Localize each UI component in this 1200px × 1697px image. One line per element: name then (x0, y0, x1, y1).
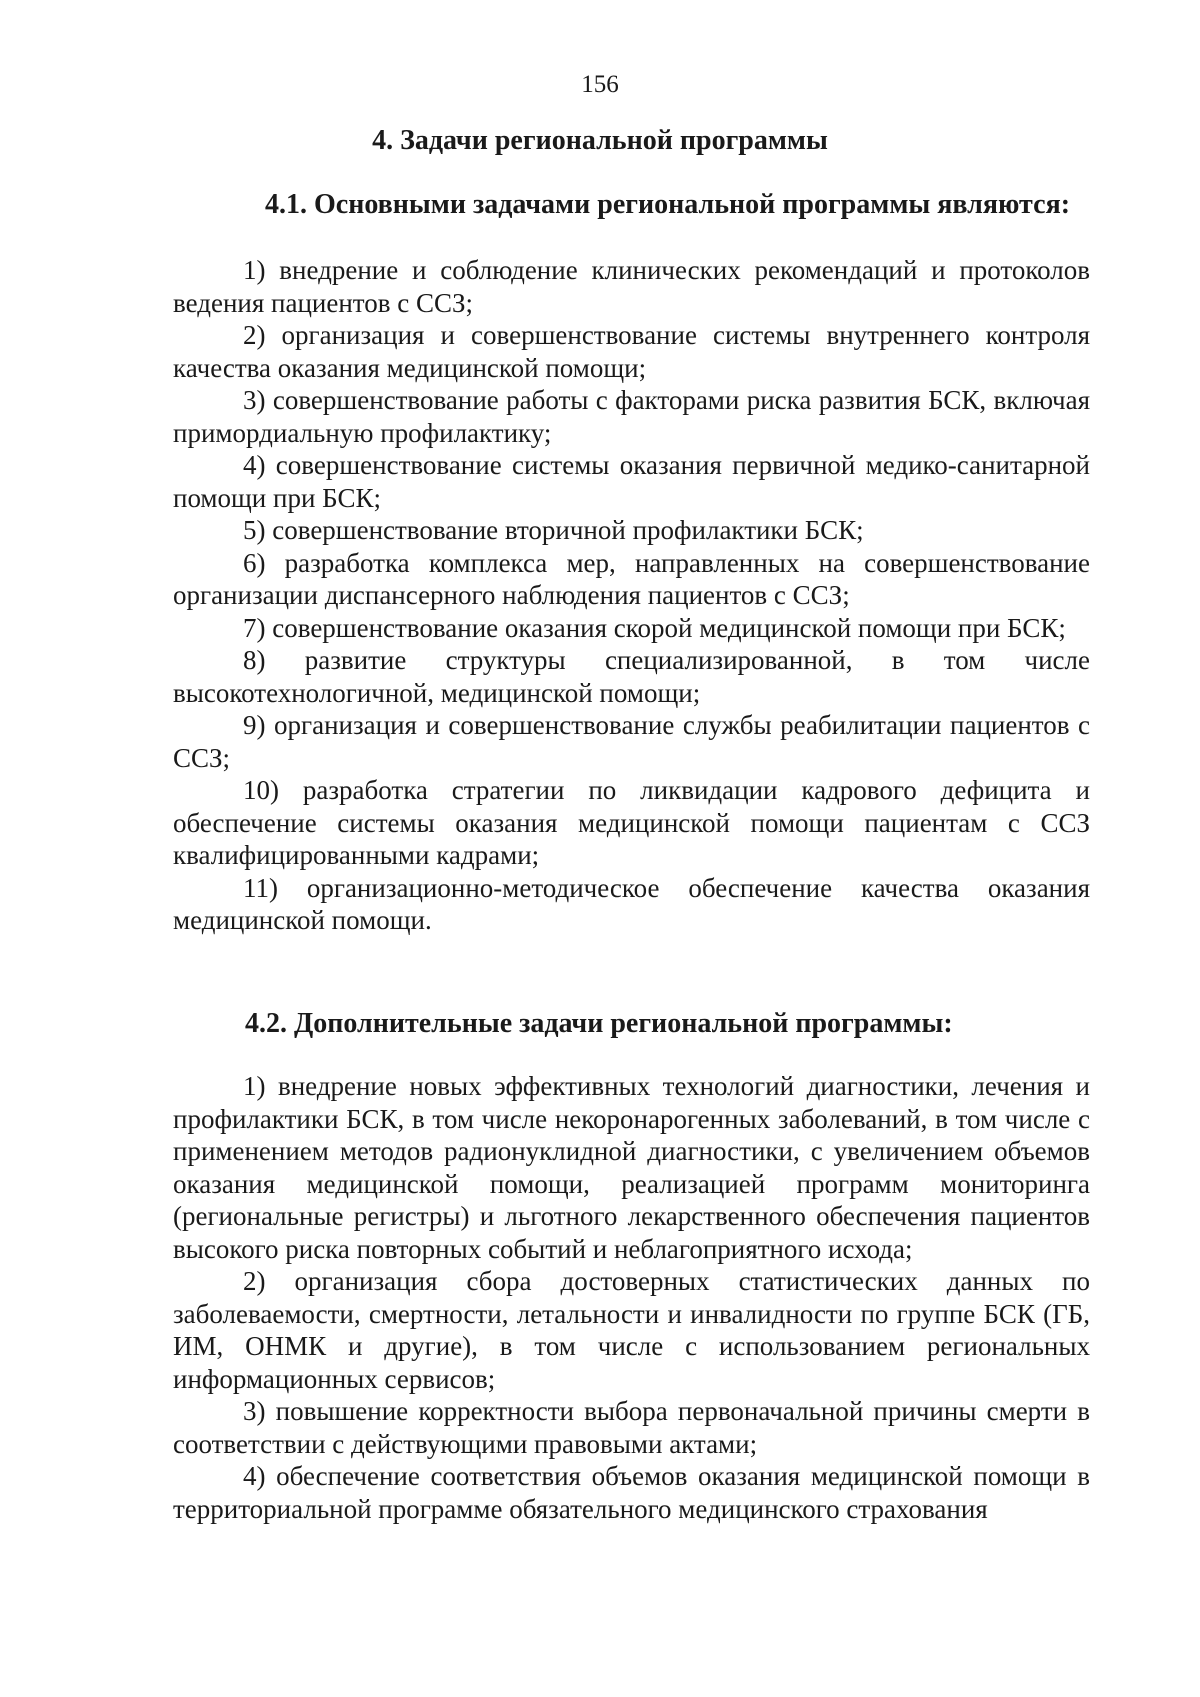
main-tasks-list (173, 254, 1090, 937)
list-item: 1) внедрение и соблюдение клинических рекомендаций и протоколов ведения пациентов с ССЗ; (173, 255, 1090, 318)
list-item: 4) обеспечение соответствия объемов оказания медицинской помощи в территориальной программе обязательного медицинского страхования (173, 1461, 1090, 1524)
list-item: 5) совершенствование вторичной профилактики БСК; (243, 515, 864, 545)
page-number: 156 (581, 71, 619, 98)
list-item: 3) совершенствование работы с факторами риска развития БСК, включая примордиальную профилактику; (173, 385, 1090, 448)
list-item: 4) совершенствование системы оказания первичной медико-санитарной помощи при БСК; (173, 450, 1090, 513)
list-item: 1) внедрение новых эффективных технологий диагностики, лечения и профилактики БСК, в том числе некоронарогенных заболеваний, в том числе с применением методов радионуклидной диагностики, с увеличением объемов оказания медицинской помощи, реализацией программ мониторинга (региональные регистры) и льготного лекарственного обеспечения пациентов высокого риска повторных событий и неблагоприятного исхода; (173, 1071, 1090, 1264)
list-item: 6) разработка комплекса мер, направленных на совершенствование организации диспансерного наблюдения пациентов с ССЗ; (173, 547, 1090, 610)
list-item: 9) организация и совершенствование службы реабилитации пациентов с ССЗ; (173, 710, 1090, 773)
subsection-title-additional-tasks: 4.2. Дополнительные задачи региональной программы: (245, 1008, 953, 1039)
list-item: 2) организация сбора достоверных статистических данных по заболеваемости, смертности, летальности и инвалидности по группе БСК (ГБ, ИМ, ОНМК и другие), в том числе с использованием региональных информационных сервисов; (173, 1266, 1090, 1394)
list-item: 7) совершенствование оказания скорой медицинской помощи при БСК; (243, 612, 1066, 643)
subsection-title-main-tasks: 4.1. Основными задачами региональной программы являются: (265, 189, 1071, 220)
list-item: 8) развитие структуры специализированной, в том числе высокотехнологичной, медицинской помощи; (173, 645, 1090, 708)
list-item: 11) организационно-методическое обеспечение качества оказания медицинской помощи. (173, 872, 1090, 935)
list-item: 2) организация и совершенствование системы внутреннего контроля качества оказания медицинской помощи; (173, 320, 1090, 383)
list-item: 10) разработка стратегии по ликвидации кадрового дефицита и обеспечение системы оказания медицинской помощи пациентам с ССЗ квалифицированными кадрами; (173, 775, 1090, 870)
additional-tasks-list (173, 1070, 1090, 1525)
list-item: 3) повышение корректности выбора первоначальной причины смерти в соответствии с действующими правовыми актами; (173, 1396, 1090, 1459)
section-title: 4. Задачи региональной программы (372, 125, 828, 156)
